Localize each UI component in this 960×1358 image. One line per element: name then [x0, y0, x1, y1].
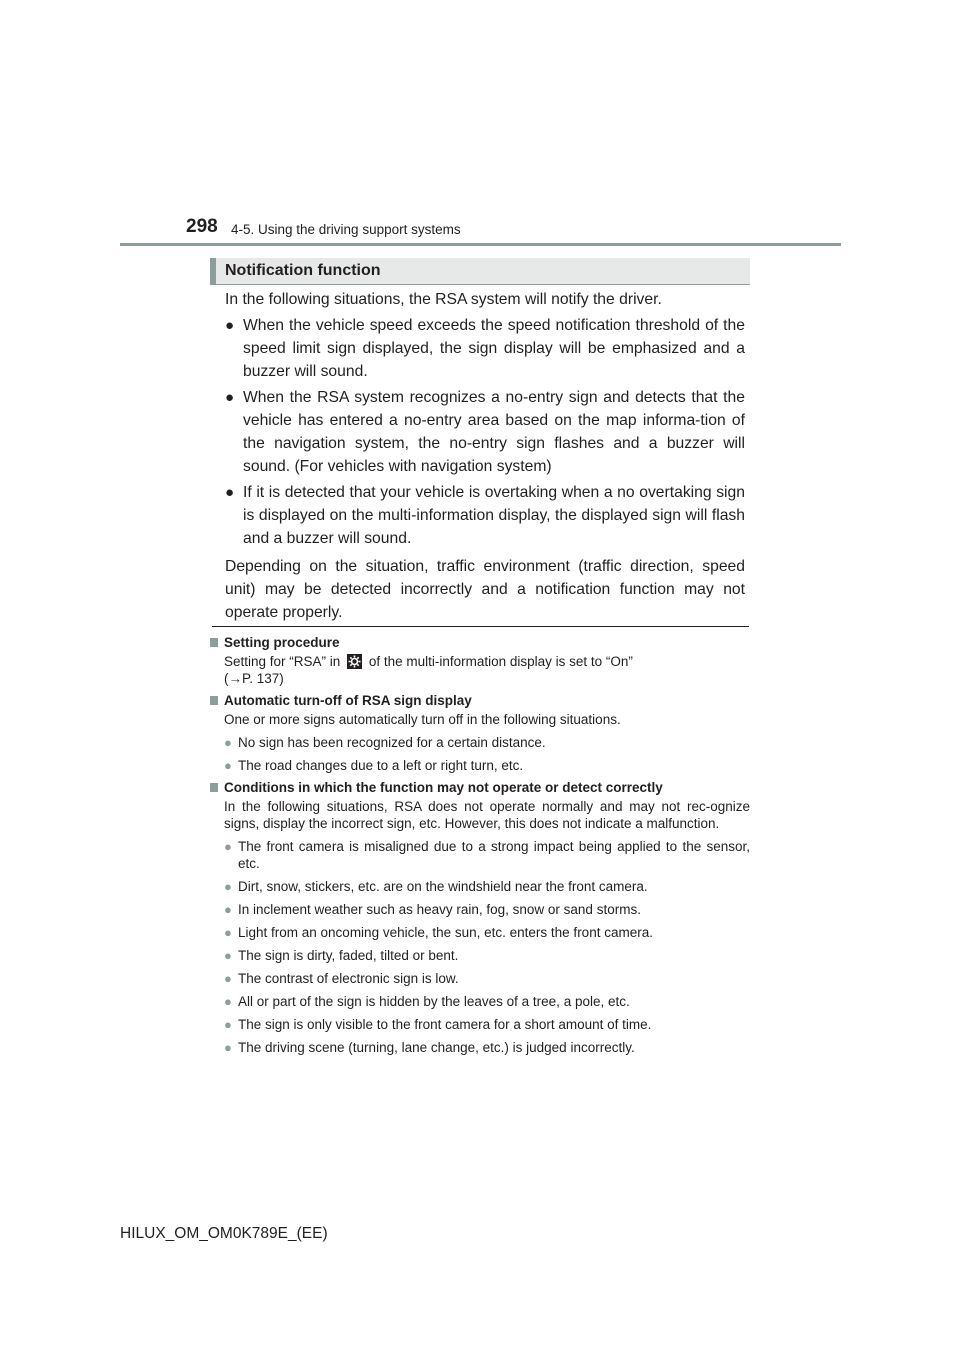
note-bullet: ● No sign has been recognized for a certain distance. — [224, 735, 546, 750]
section-title: Notification function — [225, 262, 381, 279]
square-bullet-icon — [210, 696, 218, 705]
note-text-auto-off: One or more signs automatically turn off in the following situations. — [224, 712, 621, 727]
bullet-dot-icon: ● — [224, 925, 232, 940]
section-heading-box — [210, 258, 750, 285]
page-reference-link[interactable]: (→P. 137) — [224, 671, 284, 686]
bullet-dot-icon: ● — [225, 389, 235, 406]
bullet-item: ● If it is detected that your vehicle is overtaking when a no overtaking sign is displayed on the multi-information display, the displayed sign will flash and a buzzer will sound. — [225, 481, 745, 550]
note-text-setting: Setting for “RSA” in of the multi-information display is set to “On” (→P. 137) — [224, 654, 633, 686]
square-bullet-icon — [210, 638, 218, 647]
note-bullet: ● The front camera is misaligned due to a strong impact being applied to the sensor, etc. — [224, 839, 750, 871]
square-bullet-icon — [210, 783, 218, 792]
settings-gear-icon — [347, 654, 362, 669]
chapter-title: 4-5. Using the driving support systems — [231, 222, 461, 237]
bullet-dot-icon: ● — [224, 902, 232, 917]
note-bullet: ● The sign is dirty, faded, tilted or bent. — [224, 948, 459, 963]
bullet-dot-icon: ● — [224, 1040, 232, 1055]
note-bullet: ● Light from an oncoming vehicle, the sun, etc. enters the front camera. — [224, 925, 653, 940]
note-heading-auto-off: Automatic turn-off of RSA sign display — [210, 692, 750, 709]
note-bullet: ● The driving scene (turning, lane change, etc.) is judged incorrectly. — [224, 1040, 635, 1055]
bullet-dot-icon: ● — [224, 735, 232, 750]
note-text-conditions: In the following situations, RSA does not operate normally and may not rec-ognize signs, display the incorrect sign, etc. However, this does not indicate a malfunction. — [224, 799, 750, 831]
note-bullet: ● The contrast of electronic sign is low. — [224, 971, 459, 986]
bullet-dot-icon: ● — [224, 879, 232, 894]
notes-section — [210, 634, 750, 1056]
section-note: Depending on the situation, traffic environment (traffic direction, speed unit) may be detected incorrectly and a notification function may not operate properly. — [225, 558, 745, 621]
bullet-item: ● When the vehicle speed exceeds the speed notification threshold of the speed limit sign displayed, the sign display will be emphasized and a buzzer will sound. — [225, 314, 745, 383]
note-bullet: ● All or part of the sign is hidden by the leaves of a tree, a pole, etc. — [224, 994, 630, 1009]
bullet-dot-icon: ● — [224, 1017, 232, 1032]
bullet-dot-icon: ● — [224, 971, 232, 986]
bullet-dot-icon: ● — [225, 317, 235, 334]
bullet-dot-icon: ● — [225, 484, 235, 501]
header-rule — [120, 243, 841, 246]
bullet-dot-icon: ● — [224, 839, 232, 854]
divider-rule — [212, 626, 749, 627]
note-bullet: ● In inclement weather such as heavy rain, fog, snow or sand storms. — [224, 902, 641, 917]
note-heading-setting: Setting procedure — [210, 634, 750, 651]
note-heading-conditions: Conditions in which the function may not operate or detect correctly — [210, 779, 750, 796]
note-bullet: ● The sign is only visible to the front camera for a short amount of time. — [224, 1017, 652, 1032]
section-intro: In the following situations, the RSA system will notify the driver. — [225, 291, 662, 308]
bullet-dot-icon: ● — [224, 994, 232, 1009]
note-bullet: ● Dirt, snow, stickers, etc. are on the windshield near the front camera. — [224, 879, 648, 894]
section-heading-bar — [210, 258, 216, 284]
page-number: 298 — [186, 216, 218, 237]
section-body — [225, 288, 745, 624]
note-bullet: ● The road changes due to a left or right turn, etc. — [224, 758, 524, 773]
bullet-dot-icon: ● — [224, 758, 232, 773]
document-code: HILUX_OM_OM0K789E_(EE) — [120, 1225, 328, 1242]
bullet-item: ● When the RSA system recognizes a no-entry sign and detects that the vehicle has entered a no-entry area based on the map informa-tion of the navigation system, the no-entry sign flashes and a buzzer will sound. (For vehicles with navigation system) — [225, 386, 745, 478]
bullet-dot-icon: ● — [224, 948, 232, 963]
